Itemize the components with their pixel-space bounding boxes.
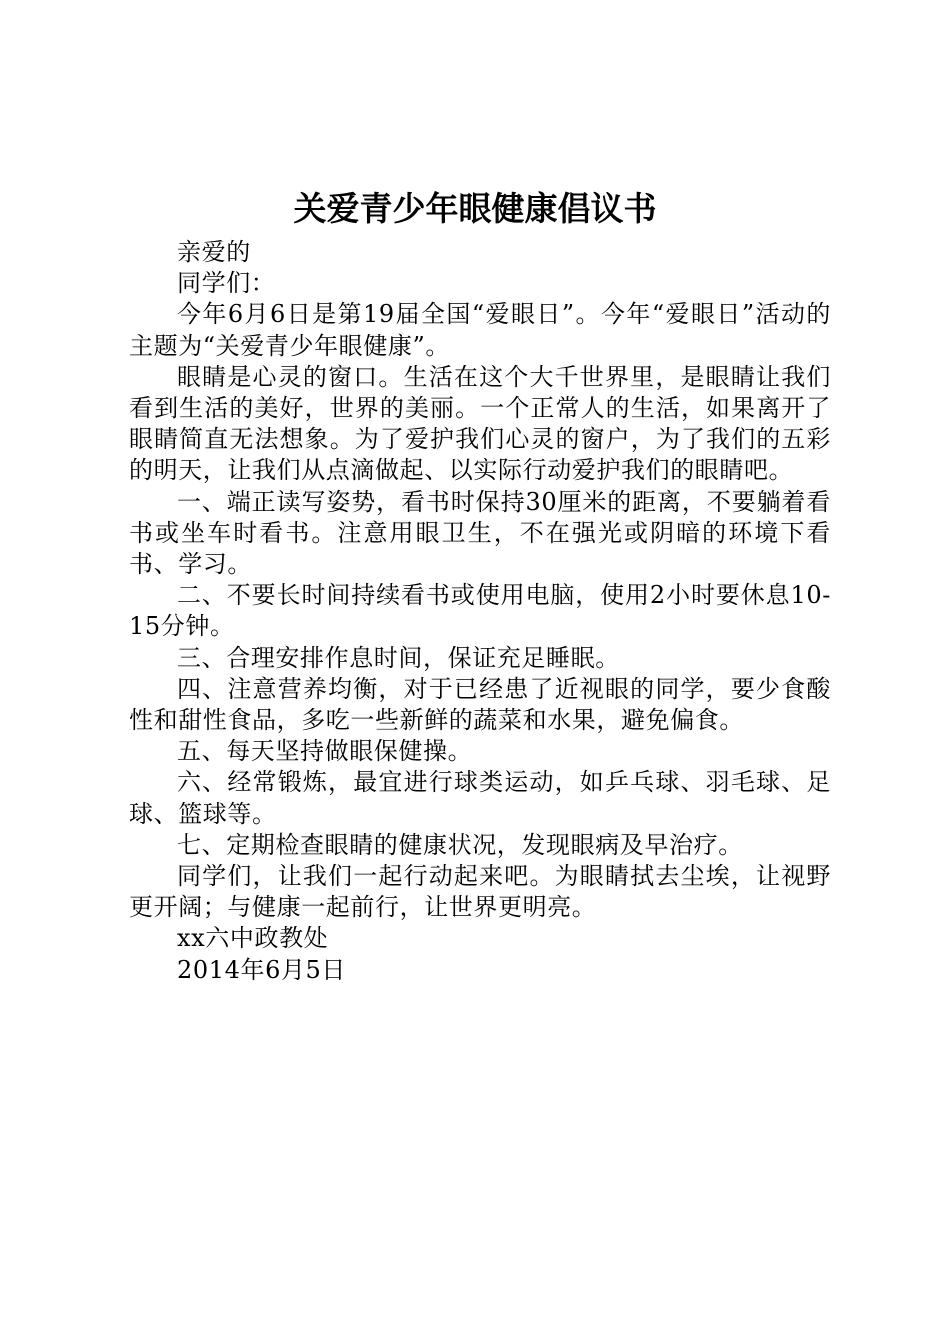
paragraph-item-1: 一、端正读写姿势，看书时保持30厘米的距离，不要躺着看书或坐车时看书。注意用眼卫生，不在强光或阴暗的环境下看书、学习。 [129, 487, 831, 579]
paragraph-item-2: 二、不要长时间持续看书或使用电脑，使用2小时要休息10-15分钟。 [129, 581, 831, 641]
salutation-line-1: 亲爱的 [177, 238, 251, 266]
paragraph-item-6: 六、经常锻炼，最宜进行球类运动，如乒乓球、羽毛球、足球、篮球等。 [129, 768, 831, 828]
signature-org: xx六中政教处 [177, 924, 329, 953]
paragraph-eyes-window: 眼睛是心灵的窗口。生活在这个大千世界里，是眼睛让我们看到生活的美好，世界的美丽。一个正常人的生活，如果离开了眼睛简直无法想象。为了爱护我们心灵的窗户，为了我们的五彩的明天，让我们从点滴做起、以实际行动爱护我们的眼睛吧。 [129, 362, 831, 485]
document-title: 关爱青少年眼健康倡议书 [293, 189, 657, 228]
paragraph-closing: 同学们，让我们一起行动起来吧。为眼睛拭去尘埃，让视野更开阔；与健康一起前行，让世界更明亮。 [129, 862, 831, 922]
paragraph-item-5: 五、每天坚持做眼保健操。 [177, 737, 473, 766]
signature-date: 2014年6月5日 [177, 955, 347, 984]
document-body [129, 237, 831, 986]
paragraph-eye-day: 今年6月6日是第19届全国“爱眼日”。今年“爱眼日”活动的主题为“关爱青少年眼健康”。 [129, 300, 831, 360]
paragraph-item-4: 四、注意营养均衡，对于已经患了近视眼的同学，要少食酸性和甜性食品，多吃一些新鲜的蔬菜和水果，避免偏食。 [129, 674, 831, 735]
paragraph-item-3: 三、合理安排作息时间，保证充足睡眠。 [177, 643, 620, 672]
salutation-line-2: 同学们： [177, 269, 276, 298]
paragraph-item-7: 七、定期检查眼睛的健康状况，发现眼病及早治疗。 [177, 830, 743, 859]
